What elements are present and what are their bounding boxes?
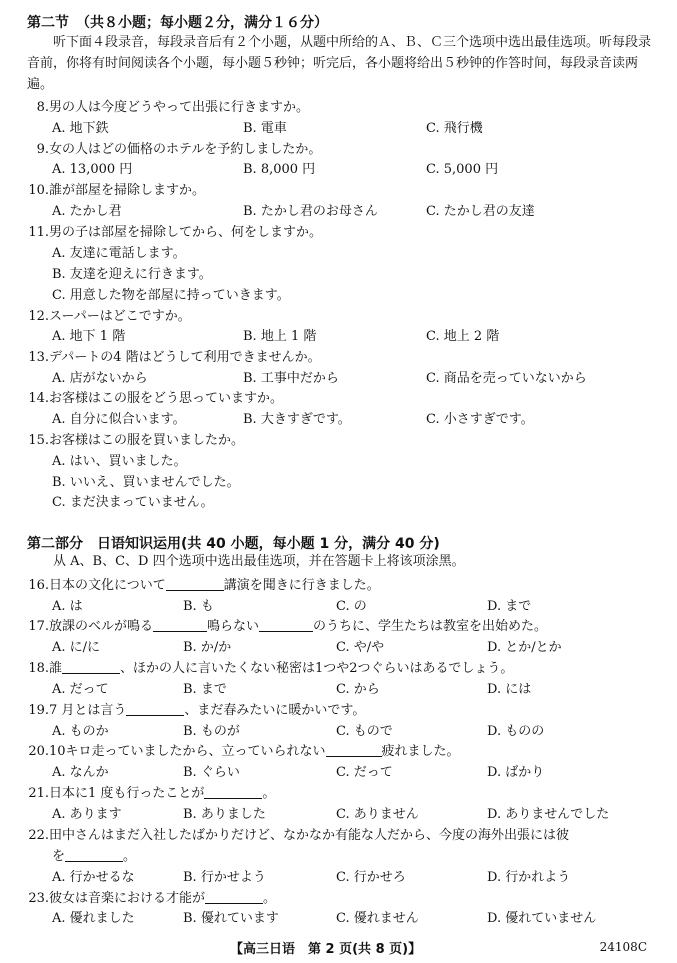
question-21: 21.日本に1 度も行ったことが 。 — [28, 786, 276, 801]
option-14-a: A. 自分に似合います。 — [52, 412, 186, 427]
option-23-a: A. 優れました — [52, 911, 135, 926]
question-10: 10.誰が部屋を掃除しますか。 — [28, 183, 206, 198]
answer-blank — [205, 890, 263, 904]
option-12-a: A. 地下 1 階 — [52, 329, 126, 344]
option-13-a: A. 店がないから — [52, 371, 148, 386]
option-18-d: D. には — [487, 682, 532, 697]
option-17-d: D. とか/とか — [487, 640, 562, 655]
option-21-d: D. ありませんでした — [487, 807, 610, 822]
answer-blank — [259, 618, 313, 632]
option-10-a: A. たかし君 — [52, 204, 122, 219]
option-8-c: C. 飛行機 — [426, 121, 483, 136]
answer-blank — [62, 660, 120, 674]
question-22-continued: を 。 — [52, 849, 137, 864]
part-2-instructions: 从 A、B、C、D 四个选项中选出最佳选项，并在答题卡上将该项涂黑。 — [53, 554, 465, 569]
section-2-title: 第二节 （共８小题；每小题２分，满分１６分） — [27, 15, 328, 31]
option-9-c: C. 5,000 円 — [426, 162, 499, 177]
option-13-b: B. 工事中だから — [243, 371, 339, 386]
question-14: 14.お客様はこの服をどう思っていますか。 — [28, 391, 284, 406]
option-15-b: B. いいえ、買いませんでした。 — [52, 475, 240, 490]
question-11: 11.男の子は部屋を掃除してから、何をしますか。 — [28, 225, 323, 240]
answer-blank — [126, 702, 184, 716]
option-17-c: C. や/や — [336, 640, 385, 655]
option-20-a: A. なんか — [52, 765, 109, 780]
question-20: 20.10キロ走っていましたから、立っていられない 疲れました。 — [28, 744, 460, 759]
question-13: 13.デパートの4 階はどうして利用できませんか。 — [28, 350, 321, 365]
option-11-c: C. 用意した物を部屋に持っていきます。 — [52, 288, 290, 303]
exam-code: 24108C — [599, 940, 647, 954]
option-13-c: C. 商品を売っていないから — [426, 371, 587, 386]
option-8-a: A. 地下鉄 — [52, 121, 109, 136]
question-12: 12.スーパーはどこですか。 — [28, 309, 191, 324]
option-15-c: C. まだ決まっていません。 — [52, 495, 214, 510]
option-17-b: B. か/か — [183, 640, 232, 655]
option-22-c: C. 行かせろ — [336, 870, 406, 885]
answer-blank — [65, 848, 123, 862]
answer-blank — [326, 743, 382, 757]
option-17-a: A. に/に — [52, 640, 101, 655]
option-16-b: B. も — [183, 599, 214, 614]
option-10-b: B. たかし君のお母さん — [243, 204, 378, 219]
option-20-c: C. だって — [336, 765, 393, 780]
option-15-a: A. はい、買いました。 — [52, 454, 187, 469]
option-18-b: B. まで — [183, 682, 227, 697]
option-16-d: D. まで — [487, 599, 532, 614]
option-11-a: A. 友達に電話します。 — [52, 246, 186, 261]
question-18: 18.誰 、ほかの人に言いたくない秘密は1つや2つぐらいはあるでしょう。 — [28, 661, 514, 676]
option-10-c: C. たかし君の友達 — [426, 204, 535, 219]
option-23-d: D. 優れていません — [487, 911, 597, 926]
option-11-b: B. 友達を迎えに行きます。 — [52, 267, 212, 282]
question-8: 8.男の人は今度どうやって出張に行きますか。 — [36, 100, 310, 115]
option-23-b: B. 優れています — [183, 911, 279, 926]
option-18-a: A. だって — [52, 682, 109, 697]
question-9: 9.女の人はどの価格のホテルを予約しましたか。 — [36, 142, 322, 157]
option-21-a: A. あります — [52, 807, 122, 822]
question-15: 15.お客様はこの服を買いましたか。 — [28, 433, 245, 448]
option-12-b: B. 地上 1 階 — [243, 329, 317, 344]
option-21-b: B. ありました — [183, 807, 266, 822]
option-20-d: D. ばかり — [487, 765, 545, 780]
option-20-b: B. ぐらい — [183, 765, 240, 780]
page-footer: 【高三日语 第 2 页(共 8 页)】 — [230, 942, 422, 957]
question-19: 19.7 月とは言う 、まだ春みたいに暖かいです。 — [28, 703, 366, 718]
question-16: 16.日本の文化について 講演を聞きに行きました。 — [28, 578, 380, 593]
question-22: 22.田中さんはまだ入社したばかりだけど、なかなか有能な人だから、今度の海外出張には彼 — [28, 828, 570, 843]
option-9-a: A. 13,000 円 — [52, 162, 133, 177]
section-2-instructions: 听下面４段录音，每段录音后有２个小题，从题中所给的Ａ、Ｂ、Ｃ三个选项中选出最佳选项。听每段录音前，你将有时间阅读各个小题，每小题５秒钟；听完后，各小题将给出５秒钟的作答时间，每段录音读两遍。 — [27, 35, 652, 92]
option-12-c: C. 地上 2 階 — [426, 329, 500, 344]
option-16-a: A. は — [52, 599, 83, 614]
option-16-c: C. の — [336, 599, 367, 614]
question-23: 23.彼女は音楽における才能が 。 — [28, 891, 277, 906]
question-17: 17.放課のベルが鳴る 鳴らない のうちに、学生たちは教室を出始めた。 — [28, 619, 548, 634]
answer-blank — [153, 618, 207, 632]
option-18-c: C. から — [336, 682, 380, 697]
option-21-c: C. ありません — [336, 807, 419, 822]
option-8-b: B. 電車 — [243, 121, 287, 136]
option-14-b: B. 大きすぎです。 — [243, 412, 351, 427]
option-22-d: D. 行かれよう — [487, 870, 571, 885]
option-19-d: D. ものの — [487, 724, 545, 739]
option-23-c: C. 優れません — [336, 911, 419, 926]
option-19-b: B. ものが — [183, 724, 240, 739]
answer-blank — [166, 577, 224, 591]
answer-blank — [204, 785, 262, 799]
option-19-c: C. もので — [336, 724, 393, 739]
option-9-b: B. 8,000 円 — [243, 162, 316, 177]
option-22-b: B. 行かせよう — [183, 870, 266, 885]
part-2-title: 第二部分 日语知识运用(共 40 小题，每小题 1 分，满分 40 分) — [27, 536, 440, 552]
option-14-c: C. 小さすぎです。 — [426, 412, 534, 427]
option-19-a: A. ものか — [52, 724, 109, 739]
option-22-a: A. 行かせるな — [52, 870, 135, 885]
